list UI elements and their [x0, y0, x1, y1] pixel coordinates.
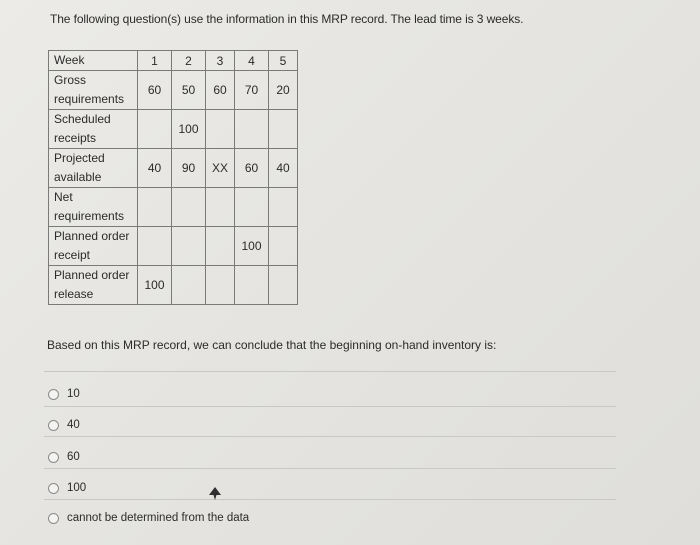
answer-option-cannot-be-determined[interactable]	[48, 512, 249, 524]
divider	[44, 499, 616, 500]
radio-button[interactable]	[48, 483, 59, 494]
table-row	[49, 188, 298, 227]
table-cell: 100	[172, 110, 206, 149]
table-cell: 20	[269, 71, 298, 110]
question-text: Based on this MRP record, we can conclude that the beginning on-hand inventory is:	[47, 338, 497, 352]
table-cell: 40	[269, 149, 298, 188]
table-cell	[138, 110, 172, 149]
table-row	[49, 110, 298, 149]
row-label-planned-order-receipt: Planned order receipt	[49, 227, 138, 266]
table-cell: 60	[206, 71, 235, 110]
table-cell	[206, 227, 235, 266]
table-cell	[206, 188, 235, 227]
table-cell	[172, 266, 206, 305]
table-cell: 90	[172, 149, 206, 188]
table-cell: 60	[235, 149, 269, 188]
row-label-planned-order-release: Planned order release	[49, 266, 138, 305]
intro-text: The following question(s) use the information in this MRP record. The lead time is 3 weeks.	[50, 12, 524, 26]
divider	[44, 468, 616, 469]
answer-option-60[interactable]	[48, 451, 80, 463]
table-cell	[206, 110, 235, 149]
table-cell	[269, 188, 298, 227]
table-cell: 100	[235, 227, 269, 266]
table-cell: XX	[206, 149, 235, 188]
divider	[44, 371, 616, 372]
row-label-scheduled-receipts: Scheduled receipts	[49, 110, 138, 149]
header-week-2: 2	[172, 51, 206, 71]
option-label: 40	[67, 419, 80, 431]
option-label: 10	[67, 388, 80, 400]
radio-button[interactable]	[48, 513, 59, 524]
table-cell	[235, 188, 269, 227]
header-week: Week	[49, 51, 138, 71]
mouse-cursor-icon	[209, 487, 221, 501]
table-cell	[206, 266, 235, 305]
header-week-3: 3	[206, 51, 235, 71]
option-label: cannot be determined from the data	[67, 512, 250, 524]
table-cell	[138, 188, 172, 227]
answer-option-10[interactable]	[48, 388, 80, 400]
table-row	[49, 71, 298, 110]
divider	[44, 406, 616, 407]
mrp-record-table	[48, 50, 298, 305]
header-week-1: 1	[138, 51, 172, 71]
table-header-row	[49, 51, 298, 71]
table-cell: 60	[138, 71, 172, 110]
table-cell	[269, 110, 298, 149]
table-cell	[235, 266, 269, 305]
table-cell: 40	[138, 149, 172, 188]
table-cell	[172, 188, 206, 227]
header-week-5: 5	[269, 51, 298, 71]
answer-option-100[interactable]	[48, 482, 86, 494]
table-cell: 70	[235, 71, 269, 110]
table-cell: 50	[172, 71, 206, 110]
table-cell	[269, 266, 298, 305]
table-cell	[269, 227, 298, 266]
table-cell: 100	[138, 266, 172, 305]
radio-button[interactable]	[48, 389, 59, 400]
option-label: 60	[67, 451, 80, 463]
answer-option-40[interactable]	[48, 419, 80, 431]
table-row	[49, 266, 298, 305]
radio-button[interactable]	[48, 452, 59, 463]
radio-button[interactable]	[48, 420, 59, 431]
table-cell	[172, 227, 206, 266]
row-label-net-requirements: Net requirements	[49, 188, 138, 227]
divider	[44, 436, 616, 437]
option-label: 100	[67, 482, 87, 494]
table-row	[49, 227, 298, 266]
row-label-projected-available: Projected available	[49, 149, 138, 188]
table-cell	[138, 227, 172, 266]
table-cell	[235, 110, 269, 149]
table-row	[49, 149, 298, 188]
row-label-gross-requirements: Gross requirements	[49, 71, 138, 110]
header-week-4: 4	[235, 51, 269, 71]
